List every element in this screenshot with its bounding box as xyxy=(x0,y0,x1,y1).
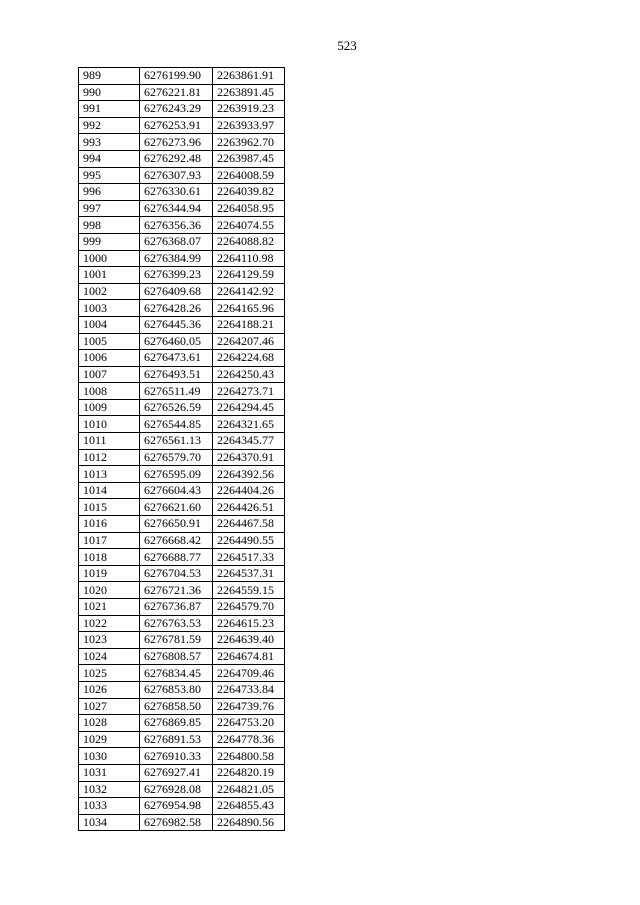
coordinates-table-body xyxy=(79,68,285,831)
table-row xyxy=(79,532,285,549)
point-number-cell: 1012 xyxy=(79,449,140,466)
x-coordinate-cell: 6276927.41 xyxy=(140,764,213,781)
x-coordinate-cell: 6276292.48 xyxy=(140,150,213,167)
point-number-cell: 997 xyxy=(79,200,140,217)
y-coordinate-cell: 2264392.56 xyxy=(213,466,285,483)
table-row xyxy=(79,549,285,566)
y-coordinate-cell: 2264321.65 xyxy=(213,416,285,433)
table-row xyxy=(79,433,285,450)
point-number-cell: 1030 xyxy=(79,748,140,765)
y-coordinate-cell: 2264188.21 xyxy=(213,316,285,333)
point-number-cell: 1004 xyxy=(79,316,140,333)
point-number-cell: 1000 xyxy=(79,250,140,267)
point-number-cell: 1010 xyxy=(79,416,140,433)
table-row xyxy=(79,648,285,665)
point-number-cell: 1019 xyxy=(79,565,140,582)
table-row xyxy=(79,68,285,85)
point-number-cell: 1022 xyxy=(79,615,140,632)
point-number-cell: 1017 xyxy=(79,532,140,549)
table-row xyxy=(79,798,285,815)
table-row xyxy=(79,333,285,350)
x-coordinate-cell: 6276781.59 xyxy=(140,632,213,649)
table-row xyxy=(79,134,285,151)
y-coordinate-cell: 2264778.36 xyxy=(213,731,285,748)
y-coordinate-cell: 2264142.92 xyxy=(213,283,285,300)
y-coordinate-cell: 2263891.45 xyxy=(213,84,285,101)
y-coordinate-cell: 2264855.43 xyxy=(213,798,285,815)
x-coordinate-cell: 6276526.59 xyxy=(140,399,213,416)
y-coordinate-cell: 2263962.70 xyxy=(213,134,285,151)
x-coordinate-cell: 6276869.85 xyxy=(140,715,213,732)
table-row xyxy=(79,482,285,499)
y-coordinate-cell: 2264467.58 xyxy=(213,516,285,533)
x-coordinate-cell: 6276763.53 xyxy=(140,615,213,632)
y-coordinate-cell: 2264579.70 xyxy=(213,599,285,616)
x-coordinate-cell: 6276858.50 xyxy=(140,698,213,715)
point-number-cell: 1013 xyxy=(79,466,140,483)
x-coordinate-cell: 6276356.36 xyxy=(140,217,213,234)
x-coordinate-cell: 6276853.80 xyxy=(140,681,213,698)
point-number-cell: 1001 xyxy=(79,267,140,284)
y-coordinate-cell: 2264008.59 xyxy=(213,167,285,184)
x-coordinate-cell: 6276650.91 xyxy=(140,516,213,533)
y-coordinate-cell: 2263919.23 xyxy=(213,101,285,118)
point-number-cell: 1006 xyxy=(79,350,140,367)
y-coordinate-cell: 2264537.31 xyxy=(213,565,285,582)
y-coordinate-cell: 2264273.71 xyxy=(213,383,285,400)
x-coordinate-cell: 6276428.26 xyxy=(140,300,213,317)
table-row xyxy=(79,565,285,582)
y-coordinate-cell: 2264404.26 xyxy=(213,482,285,499)
x-coordinate-cell: 6276384.99 xyxy=(140,250,213,267)
table-row xyxy=(79,366,285,383)
y-coordinate-cell: 2264517.33 xyxy=(213,549,285,566)
point-number-cell: 989 xyxy=(79,68,140,85)
table-row xyxy=(79,582,285,599)
table-row xyxy=(79,632,285,649)
point-number-cell: 1016 xyxy=(79,516,140,533)
point-number-cell: 1020 xyxy=(79,582,140,599)
table-row xyxy=(79,599,285,616)
x-coordinate-cell: 6276910.33 xyxy=(140,748,213,765)
point-number-cell: 1024 xyxy=(79,648,140,665)
x-coordinate-cell: 6276668.42 xyxy=(140,532,213,549)
point-number-cell: 1009 xyxy=(79,399,140,416)
table-row xyxy=(79,84,285,101)
y-coordinate-cell: 2264890.56 xyxy=(213,814,285,831)
table-row xyxy=(79,300,285,317)
point-number-cell: 1003 xyxy=(79,300,140,317)
y-coordinate-cell: 2264709.46 xyxy=(213,665,285,682)
y-coordinate-cell: 2264165.96 xyxy=(213,300,285,317)
point-number-cell: 1021 xyxy=(79,599,140,616)
x-coordinate-cell: 6276460.05 xyxy=(140,333,213,350)
x-coordinate-cell: 6276199.90 xyxy=(140,68,213,85)
y-coordinate-cell: 2264821.05 xyxy=(213,781,285,798)
table-row xyxy=(79,316,285,333)
y-coordinate-cell: 2264345.77 xyxy=(213,433,285,450)
x-coordinate-cell: 6276445.36 xyxy=(140,316,213,333)
y-coordinate-cell: 2264074.55 xyxy=(213,217,285,234)
point-number-cell: 1026 xyxy=(79,681,140,698)
y-coordinate-cell: 2264370.91 xyxy=(213,449,285,466)
point-number-cell: 990 xyxy=(79,84,140,101)
point-number-cell: 1034 xyxy=(79,814,140,831)
x-coordinate-cell: 6276330.61 xyxy=(140,184,213,201)
table-row xyxy=(79,781,285,798)
x-coordinate-cell: 6276493.51 xyxy=(140,366,213,383)
y-coordinate-cell: 2264250.43 xyxy=(213,366,285,383)
y-coordinate-cell: 2264294.45 xyxy=(213,399,285,416)
table-row xyxy=(79,466,285,483)
point-number-cell: 1008 xyxy=(79,383,140,400)
table-row xyxy=(79,250,285,267)
table-row xyxy=(79,681,285,698)
x-coordinate-cell: 6276704.53 xyxy=(140,565,213,582)
x-coordinate-cell: 6276307.93 xyxy=(140,167,213,184)
table-row xyxy=(79,399,285,416)
table-row xyxy=(79,665,285,682)
table-row xyxy=(79,615,285,632)
table-row xyxy=(79,698,285,715)
table-row xyxy=(79,200,285,217)
x-coordinate-cell: 6276595.09 xyxy=(140,466,213,483)
y-coordinate-cell: 2263933.97 xyxy=(213,117,285,134)
point-number-cell: 991 xyxy=(79,101,140,118)
table-row xyxy=(79,748,285,765)
table-row xyxy=(79,416,285,433)
x-coordinate-cell: 6276561.13 xyxy=(140,433,213,450)
table-row xyxy=(79,283,285,300)
coordinates-table xyxy=(78,67,285,831)
x-coordinate-cell: 6276891.53 xyxy=(140,731,213,748)
x-coordinate-cell: 6276928.08 xyxy=(140,781,213,798)
table-row xyxy=(79,267,285,284)
x-coordinate-cell: 6276604.43 xyxy=(140,482,213,499)
table-row xyxy=(79,217,285,234)
x-coordinate-cell: 6276344.94 xyxy=(140,200,213,217)
y-coordinate-cell: 2264207.46 xyxy=(213,333,285,350)
y-coordinate-cell: 2263861.91 xyxy=(213,68,285,85)
x-coordinate-cell: 6276473.61 xyxy=(140,350,213,367)
point-number-cell: 994 xyxy=(79,150,140,167)
point-number-cell: 993 xyxy=(79,134,140,151)
table-row xyxy=(79,715,285,732)
table-row xyxy=(79,731,285,748)
y-coordinate-cell: 2264088.82 xyxy=(213,233,285,250)
y-coordinate-cell: 2264559.15 xyxy=(213,582,285,599)
y-coordinate-cell: 2264615.23 xyxy=(213,615,285,632)
point-number-cell: 1005 xyxy=(79,333,140,350)
table-row xyxy=(79,516,285,533)
y-coordinate-cell: 2264490.55 xyxy=(213,532,285,549)
x-coordinate-cell: 6276273.96 xyxy=(140,134,213,151)
x-coordinate-cell: 6276409.68 xyxy=(140,283,213,300)
table-row xyxy=(79,233,285,250)
x-coordinate-cell: 6276621.60 xyxy=(140,499,213,516)
point-number-cell: 998 xyxy=(79,217,140,234)
table-row xyxy=(79,150,285,167)
point-number-cell: 1002 xyxy=(79,283,140,300)
table-row xyxy=(79,449,285,466)
x-coordinate-cell: 6276579.70 xyxy=(140,449,213,466)
x-coordinate-cell: 6276253.91 xyxy=(140,117,213,134)
point-number-cell: 1028 xyxy=(79,715,140,732)
point-number-cell: 1032 xyxy=(79,781,140,798)
point-number-cell: 1014 xyxy=(79,482,140,499)
table-row xyxy=(79,499,285,516)
x-coordinate-cell: 6276511.49 xyxy=(140,383,213,400)
table-row xyxy=(79,117,285,134)
y-coordinate-cell: 2264058.95 xyxy=(213,200,285,217)
x-coordinate-cell: 6276954.98 xyxy=(140,798,213,815)
table-row xyxy=(79,167,285,184)
y-coordinate-cell: 2264110.98 xyxy=(213,250,285,267)
x-coordinate-cell: 6276808.57 xyxy=(140,648,213,665)
point-number-cell: 995 xyxy=(79,167,140,184)
x-coordinate-cell: 6276834.45 xyxy=(140,665,213,682)
point-number-cell: 1031 xyxy=(79,764,140,781)
y-coordinate-cell: 2264800.58 xyxy=(213,748,285,765)
point-number-cell: 1025 xyxy=(79,665,140,682)
point-number-cell: 1027 xyxy=(79,698,140,715)
y-coordinate-cell: 2264820.19 xyxy=(213,764,285,781)
table-row xyxy=(79,184,285,201)
point-number-cell: 1033 xyxy=(79,798,140,815)
point-number-cell: 992 xyxy=(79,117,140,134)
point-number-cell: 996 xyxy=(79,184,140,201)
x-coordinate-cell: 6276221.81 xyxy=(140,84,213,101)
x-coordinate-cell: 6276982.58 xyxy=(140,814,213,831)
y-coordinate-cell: 2264639.40 xyxy=(213,632,285,649)
page-number: 523 xyxy=(337,38,357,53)
x-coordinate-cell: 6276368.07 xyxy=(140,233,213,250)
point-number-cell: 1018 xyxy=(79,549,140,566)
table-row xyxy=(79,814,285,831)
y-coordinate-cell: 2264674.81 xyxy=(213,648,285,665)
y-coordinate-cell: 2264733.84 xyxy=(213,681,285,698)
x-coordinate-cell: 6276544.85 xyxy=(140,416,213,433)
y-coordinate-cell: 2264224.68 xyxy=(213,350,285,367)
x-coordinate-cell: 6276399.23 xyxy=(140,267,213,284)
table-row xyxy=(79,101,285,118)
table-row xyxy=(79,383,285,400)
y-coordinate-cell: 2263987.45 xyxy=(213,150,285,167)
point-number-cell: 1015 xyxy=(79,499,140,516)
x-coordinate-cell: 6276243.29 xyxy=(140,101,213,118)
y-coordinate-cell: 2264039.82 xyxy=(213,184,285,201)
y-coordinate-cell: 2264753.20 xyxy=(213,715,285,732)
y-coordinate-cell: 2264739.76 xyxy=(213,698,285,715)
point-number-cell: 1023 xyxy=(79,632,140,649)
y-coordinate-cell: 2264129.59 xyxy=(213,267,285,284)
x-coordinate-cell: 6276736.87 xyxy=(140,599,213,616)
table-row xyxy=(79,764,285,781)
table-row xyxy=(79,350,285,367)
x-coordinate-cell: 6276721.36 xyxy=(140,582,213,599)
point-number-cell: 999 xyxy=(79,233,140,250)
x-coordinate-cell: 6276688.77 xyxy=(140,549,213,566)
point-number-cell: 1007 xyxy=(79,366,140,383)
point-number-cell: 1011 xyxy=(79,433,140,450)
y-coordinate-cell: 2264426.51 xyxy=(213,499,285,516)
point-number-cell: 1029 xyxy=(79,731,140,748)
